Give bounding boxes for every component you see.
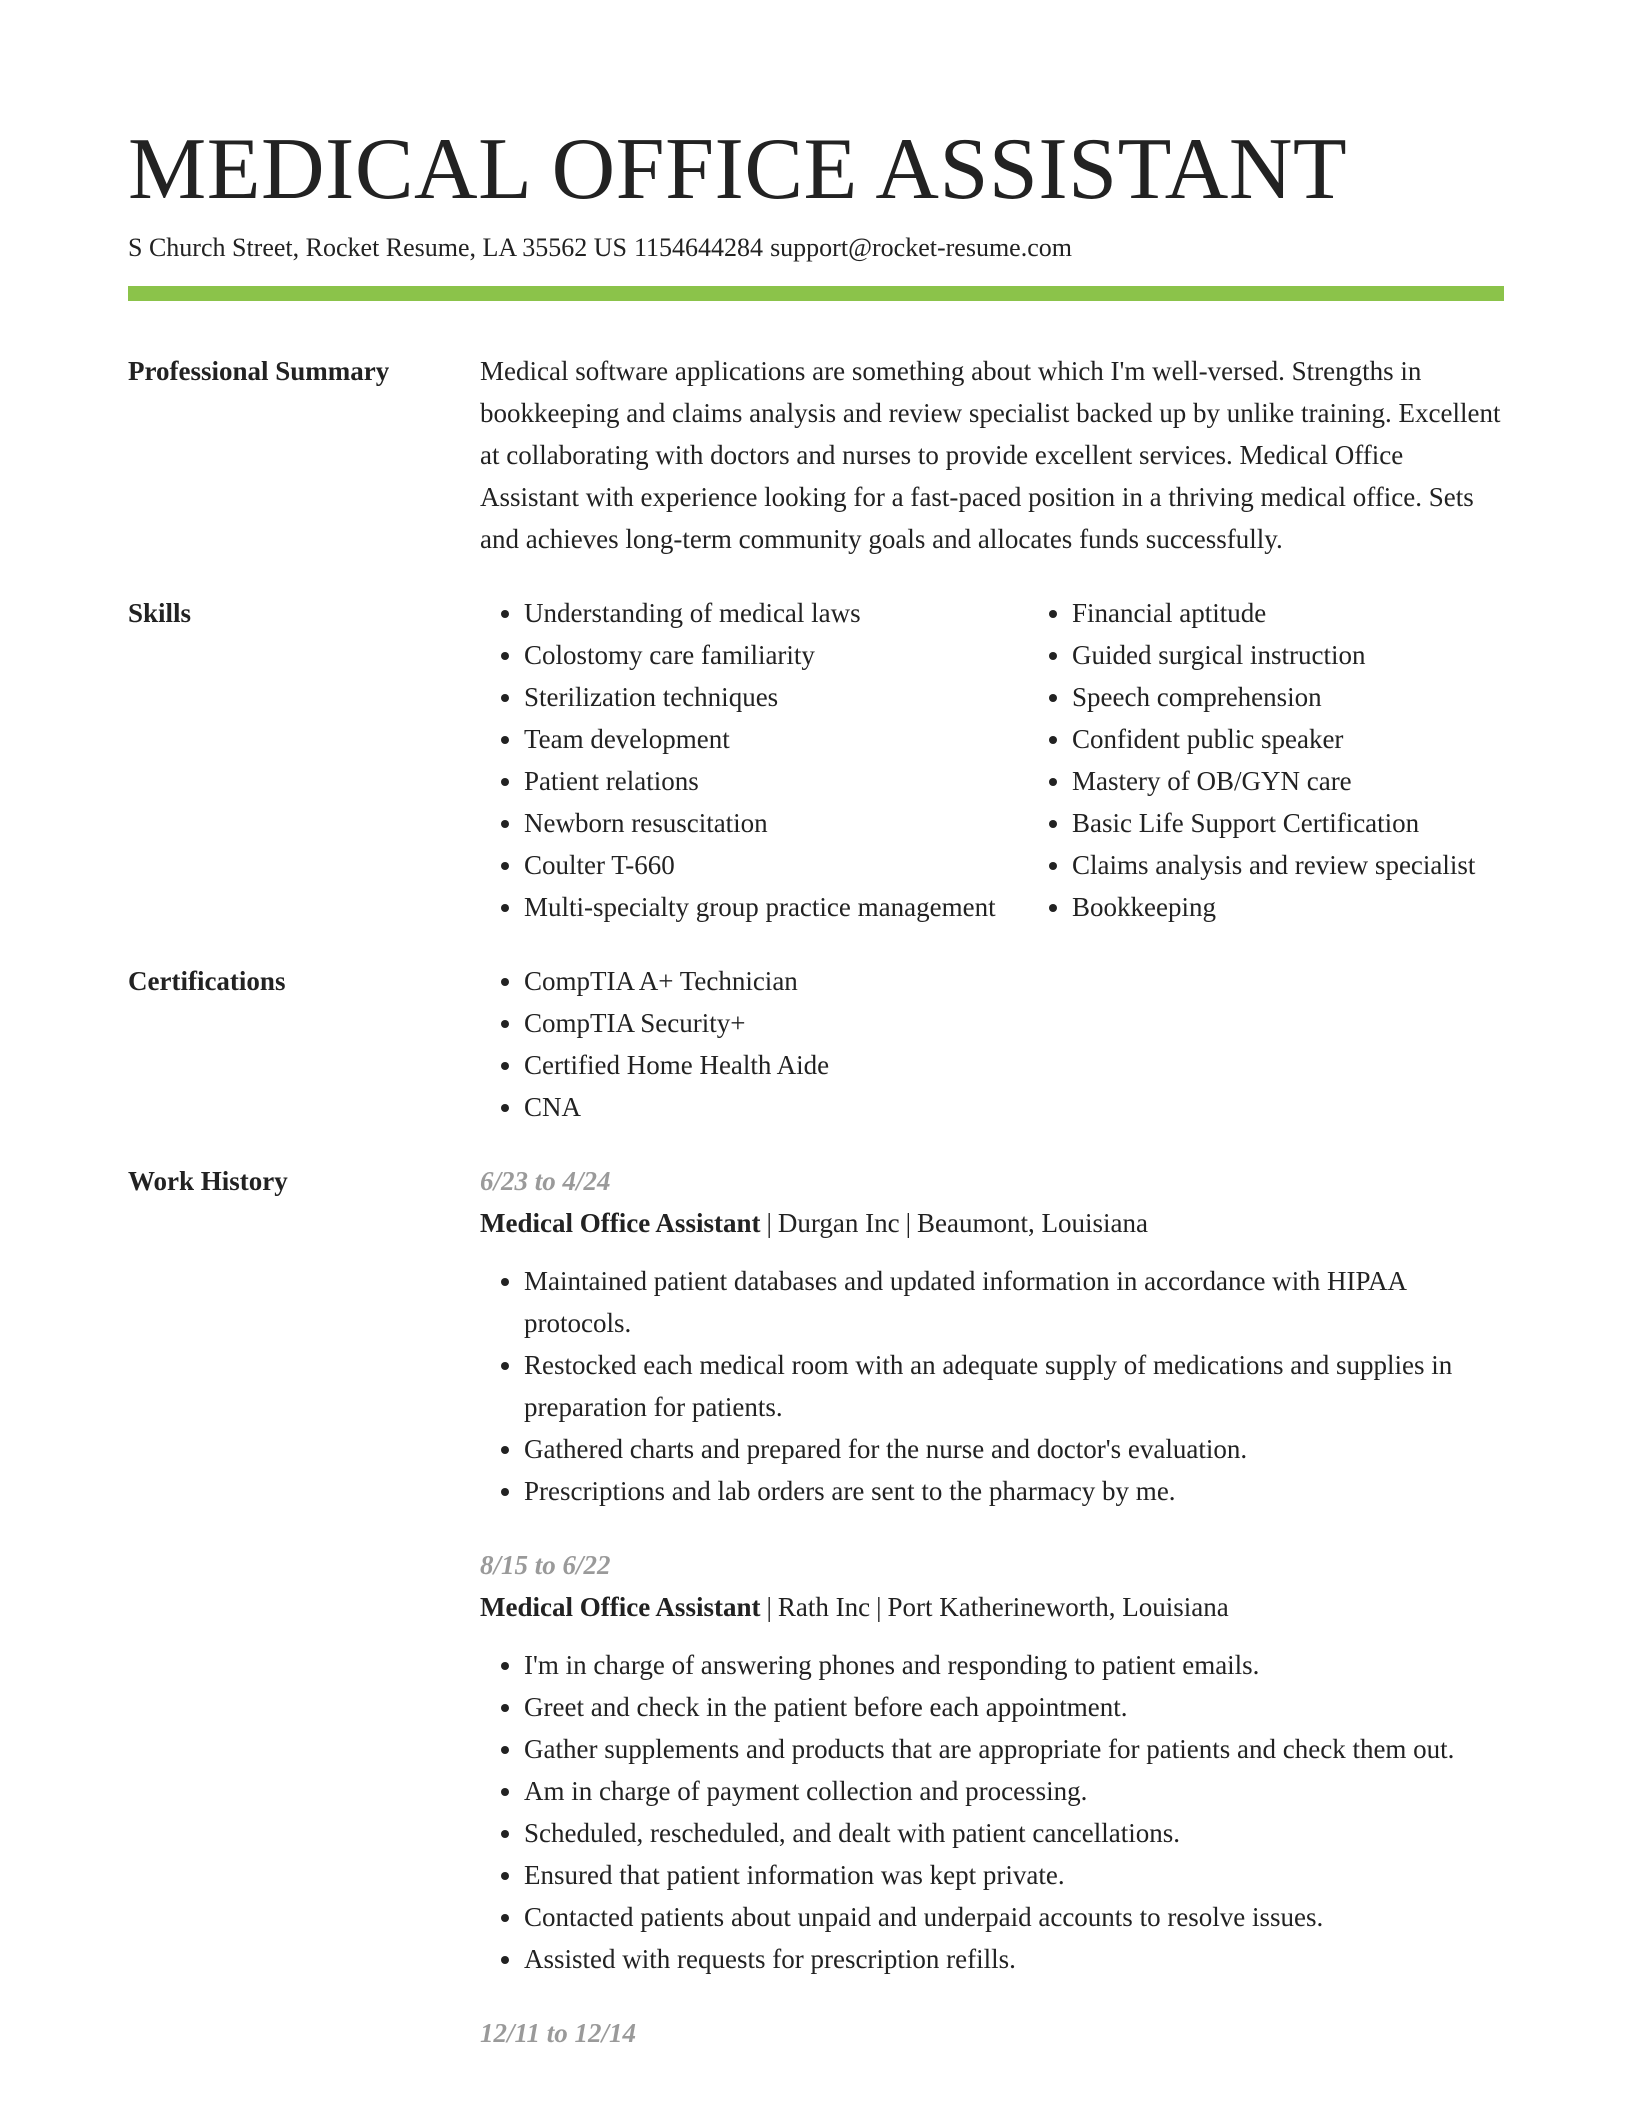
- skill-item: • Coulter T-660: [524, 844, 1028, 886]
- job-entry: [480, 1544, 1504, 1980]
- certifications-section: [128, 960, 1504, 1128]
- work-history-section: [128, 1160, 1504, 2086]
- skill-item: • Financial aptitude: [1072, 592, 1504, 634]
- resume-sections: [128, 350, 1504, 2118]
- skill-item: • Patient relations: [524, 760, 1028, 802]
- skill-item: • Newborn resuscitation: [524, 802, 1028, 844]
- job-dates: 12/11 to 12/14: [480, 2018, 637, 2048]
- contact-phone: 1154644284: [634, 233, 764, 262]
- job-location: Port Katherineworth, Louisiana: [887, 1592, 1229, 1622]
- certification-item: • Certified Home Health Aide: [524, 1044, 1504, 1086]
- job-duty: • Greet and check in the patient before each appointment.: [524, 1686, 1504, 1728]
- skill-item: • Guided surgical instruction: [1072, 634, 1504, 676]
- certifications-list: [480, 960, 1504, 1128]
- job-duty: • Assisted with requests for prescription refills.: [524, 1938, 1504, 1980]
- job-separator: |: [766, 1208, 772, 1238]
- skill-item: • Sterilization techniques: [524, 676, 1028, 718]
- contact-line: [128, 230, 1072, 266]
- skill-item: • Bookkeeping: [1072, 886, 1504, 928]
- contact-email: support@rocket-resume.com: [770, 233, 1072, 262]
- contact-address: S Church Street, Rocket Resume, LA 35562 US: [128, 233, 628, 262]
- job-duty: • Restocked each medical room with an adequate supply of medications and supplies in preparation for patients.: [524, 1344, 1504, 1428]
- section-heading-skills: Skills: [128, 598, 192, 628]
- skills-list-right: [1028, 592, 1504, 928]
- job-title: Medical Office Assistant: [480, 1592, 761, 1622]
- job-separator: |: [766, 1592, 772, 1622]
- section-heading-summary: Professional Summary: [128, 356, 390, 386]
- job-company: Durgan Inc: [777, 1208, 900, 1238]
- certification-item: • CompTIA A+ Technician: [524, 960, 1504, 1002]
- job-title-line: [480, 1586, 1504, 1628]
- job-duty: • Scheduled, rescheduled, and dealt with patient cancellations.: [524, 1812, 1504, 1854]
- certification-item: • CompTIA Security+: [524, 1002, 1504, 1044]
- job-duties-list: [480, 1644, 1504, 1980]
- job-company: Rath Inc: [777, 1592, 871, 1622]
- job-duty: • Am in charge of payment collection and processing.: [524, 1770, 1504, 1812]
- summary-text: Medical software applications are something about which I'm well-versed. Strengths in bookkeeping and claims analysis and review specialist backed up by unlike training. Excellent at collaborating with doctors and nurses to provide excellent services. Medical Office Assistant with experience looking for a fast-paced position in a thriving medical office. Sets and achieves long-term community goals and allocates funds successfully.: [480, 356, 1501, 554]
- skill-item: • Confident public speaker: [1072, 718, 1504, 760]
- job-duty: • Gather supplements and products that are appropriate for patients and check them out.: [524, 1728, 1504, 1770]
- job-title-line: [480, 1202, 1504, 1244]
- job-duty: • Ensured that patient information was kept private.: [524, 1854, 1504, 1896]
- job-duty: • Contacted patients about unpaid and underpaid accounts to resolve issues.: [524, 1896, 1504, 1938]
- job-duty: • Gathered charts and prepared for the nurse and doctor's evaluation.: [524, 1428, 1504, 1470]
- job-separator: |: [905, 1208, 911, 1238]
- skill-item: • Speech comprehension: [1072, 676, 1504, 718]
- resume-title: MEDICAL OFFICE ASSISTANT: [128, 121, 1348, 218]
- job-separator: |: [876, 1592, 882, 1622]
- skill-item: • Multi-specialty group practice management: [524, 886, 1028, 928]
- section-heading-work-history: Work History: [128, 1166, 288, 1196]
- job-duties-list: [480, 1260, 1504, 1512]
- job-location: Beaumont, Louisiana: [917, 1208, 1148, 1238]
- job-dates: 6/23 to 4/24: [480, 1166, 611, 1196]
- job-entry: [480, 2012, 1504, 2054]
- header-divider: [128, 286, 1504, 301]
- summary-section: [128, 350, 1504, 560]
- skill-item: • Claims analysis and review specialist: [1072, 844, 1504, 886]
- skill-item: • Understanding of medical laws: [524, 592, 1028, 634]
- job-title: Medical Office Assistant: [480, 1208, 761, 1238]
- job-entry: [480, 1160, 1504, 1512]
- job-duty: • Maintained patient databases and updated information in accordance with HIPAA protocols.: [524, 1260, 1504, 1344]
- skill-item: • Basic Life Support Certification: [1072, 802, 1504, 844]
- job-duty: • Prescriptions and lab orders are sent to the pharmacy by me.: [524, 1470, 1504, 1512]
- skills-list-left: [480, 592, 1028, 928]
- section-heading-certifications: Certifications: [128, 966, 286, 996]
- certification-item: • CNA: [524, 1086, 1504, 1128]
- skill-item: • Team development: [524, 718, 1028, 760]
- skill-item: • Mastery of OB/GYN care: [1072, 760, 1504, 802]
- skill-item: • Colostomy care familiarity: [524, 634, 1028, 676]
- job-duty: • I'm in charge of answering phones and responding to patient emails.: [524, 1644, 1504, 1686]
- job-dates: 8/15 to 6/22: [480, 1550, 611, 1580]
- skills-section: [128, 592, 1504, 928]
